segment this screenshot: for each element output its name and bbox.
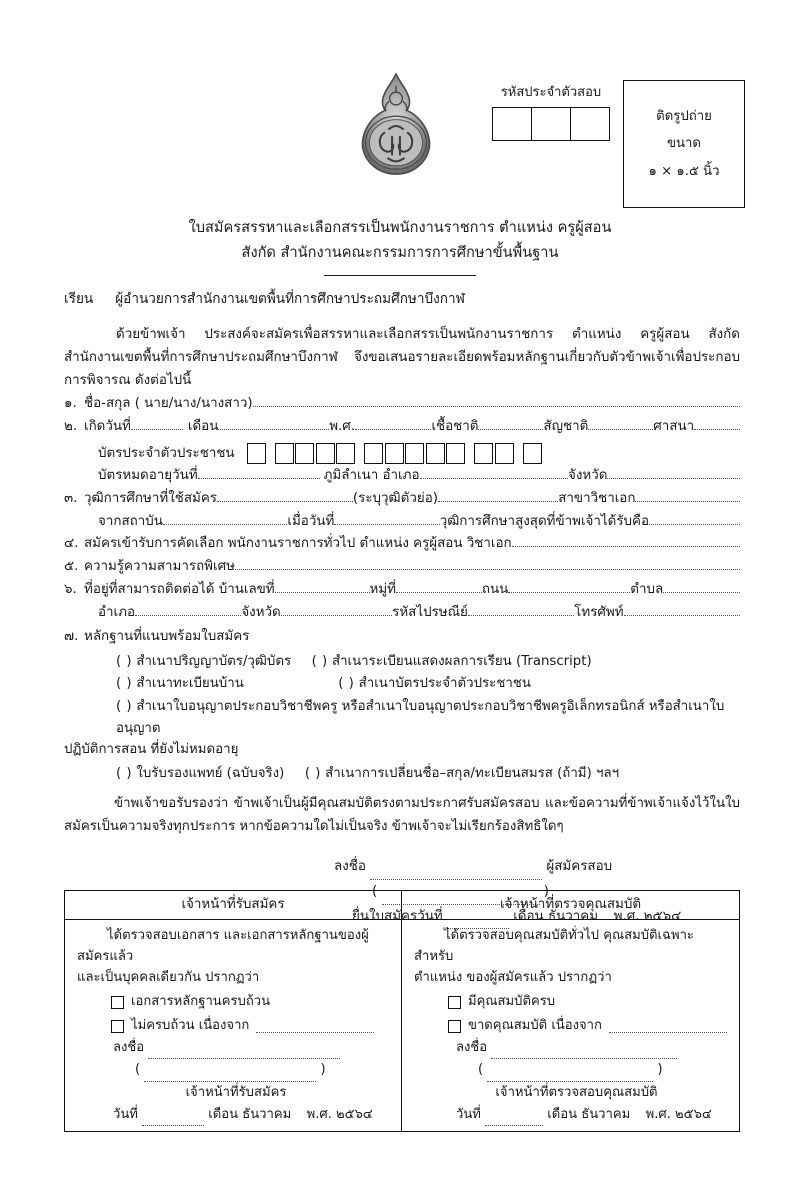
attachment-label-namechange: สำเนาการเปลี่ยนชื่อ–สกุล/ทะเบียนสมรส (ถ้ามี) ฯลฯ: [325, 765, 620, 781]
registrar-checkbox-incomplete-row[interactable]: [77, 1016, 389, 1037]
qualification-unqualified-reason-input[interactable]: [609, 1021, 727, 1033]
qualification-header: เจ้าหน้าที่ตรวจคุณสมบัติ: [402, 891, 739, 920]
photo-box-line2: ขนาด: [667, 136, 701, 152]
input-postcode[interactable]: [468, 603, 574, 615]
form-header: [0, 72, 800, 222]
salutation-label: เรียน: [64, 290, 94, 307]
submit-month-label: เดือน ธันวาคม: [513, 908, 599, 924]
input-district[interactable]: [135, 603, 241, 615]
photo-box-line3: ๑ × ๑.๕ นิ้ว: [648, 163, 720, 179]
attachment-label-license: สำเนาใบอนุญาตประกอบวิชาชีพครู หรือสำเนาใบอนุญาตประกอบวิชาชีพครูอิเล็กทรอนิกส์ หรือสำเนาใบอนุญาต: [116, 699, 725, 736]
input-province[interactable]: [281, 603, 392, 615]
national-id-digit[interactable]: [385, 443, 404, 464]
national-id-group-4[interactable]: [474, 443, 514, 464]
label-position-applied: สมัครเข้ารับการคัดเลือก พนักงานราชการทั่วไป ตำแหน่ง ครูผู้สอน วิชาเอก: [84, 536, 512, 552]
qualification-checkbox-qualified[interactable]: [448, 996, 461, 1009]
salutation-row: [64, 290, 740, 310]
input-graduation-date[interactable]: [334, 512, 439, 524]
qualification-role: เจ้าหน้าที่ตรวจสอบคุณสมบัติ: [495, 1084, 658, 1100]
registrar-name-row: [113, 1059, 389, 1081]
qualification-signature-input[interactable]: [491, 1047, 677, 1059]
input-ethnicity[interactable]: [478, 418, 543, 430]
signature-role: ผู้สมัครสอบ: [546, 859, 613, 874]
national-id-boxes[interactable]: [247, 443, 542, 464]
registrar-header: เจ้าหน้าที่รับสมัคร: [65, 891, 401, 920]
official-column-registrar: [65, 891, 402, 1131]
national-id-digit[interactable]: [275, 443, 294, 464]
input-domicile-province[interactable]: [607, 467, 740, 479]
declaration-paragraph: [64, 793, 740, 839]
input-position-subject[interactable]: [512, 535, 740, 547]
registrar-checkbox-incomplete[interactable]: [111, 1020, 124, 1033]
input-birthday[interactable]: [131, 418, 183, 430]
qualification-lead-2: ตำแหน่ง ของผู้สมัครแล้ว ปรากฏว่า: [414, 970, 612, 986]
registrar-lead-2: และเป็นบุคคลเดียวกัน ปรากฏว่า: [77, 970, 260, 986]
national-id-group-5[interactable]: [523, 443, 542, 464]
label-special-skills: ความรู้ความสามารถพิเศษ: [84, 559, 235, 575]
attachment-checkbox-namechange[interactable]: ( ): [304, 765, 321, 781]
field-row-address: [64, 580, 740, 601]
exam-code-boxes[interactable]: [492, 107, 610, 141]
registrar-checkbox-complete-label: เอกสารหลักฐานครบถ้วน: [131, 994, 271, 1010]
item-number-3: ๓.: [64, 490, 78, 506]
item-number-4: ๔.: [64, 536, 79, 552]
item-number-7: ๗.: [64, 629, 79, 645]
qualification-date-row: [456, 1104, 727, 1126]
signature-label: ลงชื่อ: [334, 859, 366, 874]
attachment-row: [64, 651, 740, 673]
registrar-date-label: วันที่: [113, 1106, 138, 1122]
label-domicile-district: ภูมิลำเนา อำเภอ: [323, 467, 420, 483]
input-fullname[interactable]: [253, 395, 740, 407]
registrar-paren-open: (: [135, 1062, 141, 1078]
exam-code-cell[interactable]: [532, 108, 571, 140]
exam-code-label: รหัสประจำตัวสอบ: [500, 85, 602, 100]
attachment-label-idcard: สำเนาบัตรประจำตัวประชาชน: [358, 675, 531, 691]
registrar-checkbox-complete-row[interactable]: [77, 992, 389, 1013]
attachment-checklist: [64, 651, 740, 784]
page-title-line-2: สังกัด สำนักงานคณะกรรมการการศึกษาขั้นพื้นฐาน: [241, 243, 559, 261]
qualification-checkbox-unqualified-row[interactable]: [414, 1016, 727, 1037]
attachment-checkbox-medical[interactable]: ( ): [116, 765, 133, 781]
field-row-id-expiry: [64, 466, 740, 487]
item-number-2: ๒.: [64, 419, 78, 435]
registrar-checkbox-complete[interactable]: [111, 996, 124, 1009]
label-birthmonth: เดือน: [187, 419, 219, 435]
qualification-name-input[interactable]: [487, 1070, 653, 1082]
input-house-no[interactable]: [275, 580, 370, 592]
qualification-signature-row: [456, 1037, 727, 1059]
registrar-year-label: พ.ศ. ๒๕๖๔: [306, 1106, 373, 1122]
registrar-date-row: [113, 1104, 389, 1126]
national-id-digit[interactable]: [247, 443, 266, 464]
label-degree-abbrev: (ระบุวุฒิตัวย่อ): [352, 490, 438, 506]
registrar-checkbox-incomplete-label: ไม่ครบถ้วน เนื่องจาก: [131, 1018, 250, 1034]
attachment-row: [64, 763, 740, 785]
attachment-label-housereg: สำเนาทะเบียนบ้าน: [136, 675, 244, 691]
exam-code-cell[interactable]: [571, 108, 609, 140]
national-id-digit[interactable]: [316, 443, 335, 464]
label-ethnicity: เชื้อชาติ: [431, 419, 479, 435]
field-row-address-2: [64, 603, 740, 624]
attachment-checkbox-license[interactable]: ( ): [116, 699, 133, 715]
official-column-qualification: [402, 891, 739, 1131]
national-id-digit[interactable]: [446, 443, 465, 464]
qualification-date-input[interactable]: [485, 1114, 543, 1126]
registrar-signature-input[interactable]: [148, 1047, 340, 1059]
submit-year-label: พ.ศ. ๒๕๖๔: [613, 908, 682, 924]
label-nationality: สัญชาติ: [543, 419, 589, 435]
registrar-signature-block: [77, 1037, 389, 1126]
attachment-checkbox-degree[interactable]: ( ): [116, 654, 133, 670]
registrar-role: เจ้าหน้าที่รับสมัคร: [185, 1084, 287, 1100]
label-religion: ศาสนา: [653, 419, 695, 435]
national-id-digit[interactable]: [523, 443, 542, 464]
input-subdistrict[interactable]: [663, 580, 740, 592]
label-road: ถนน: [481, 581, 509, 597]
attachment-label-transcript: สำเนาระเบียนแสดงผลการเรียน (Transcript): [331, 654, 592, 670]
qualification-checkbox-unqualified-label: ขาดคุณสมบัติ เนื่องจาก: [468, 1018, 602, 1034]
label-graduation-date: เมื่อวันที่: [287, 513, 335, 529]
label-national-id: บัตรประจำตัวประชาชน: [98, 445, 235, 461]
attachment-label-license-cont: ปฏิบัติการสอน ที่ยังไม่หมดอายุ: [64, 742, 239, 758]
official-use-table: [64, 890, 740, 1132]
field-row-institution: [64, 512, 740, 533]
attachment-row-license-cont: [64, 739, 740, 761]
declaration-text: ข้าพเจ้าขอรับรองว่า ข้าพเจ้าเป็นผู้มีคุณสมบัติตรงตามประกาศรับสมัครสอบ และข้อความที่ข้าพเจ้าแจ้งไว้ในใบสมัครเป็นความจริงทุกประการ หากข้อความใดไม่เป็นจริง ข้าพเจ้าจะไม่เรียกร้องสิทธิใดๆ: [64, 796, 740, 835]
photo-box-line1: ติดรูปถ่าย: [656, 109, 712, 125]
registrar-signature-row: [113, 1037, 389, 1059]
intro-text: ด้วยข้าพเจ้า ประสงค์จะสมัครเพื่อสรรหาและเลือกสรรเป็นพนักงานราชการ ตำแหน่ง ครูผู้สอน สังกัด สำนักงานเขตพื้นที่การศึกษาประถมศึกษาบึงกาฬ จึงขอเสนอรายละเอียดพร้อมหลักฐานเกี่ยวกับตัวข้าพเจ้าเพื่อประกอบการพิจารณ ดังต่อไปนี้: [64, 327, 740, 389]
registrar-paren-close: ): [320, 1062, 326, 1078]
label-province: จังหวัด: [241, 604, 281, 620]
input-highest-degree[interactable]: [649, 512, 740, 524]
label-highest-degree: วุฒิการศึกษาสูงสุดที่ข้าพเจ้าได้รับคือ: [439, 513, 650, 529]
national-id-digit[interactable]: [426, 443, 445, 464]
input-religion[interactable]: [694, 418, 740, 430]
title-divider: [324, 275, 476, 276]
registrar-name-input[interactable]: [144, 1070, 316, 1082]
label-domicile-province: จังหวัด: [567, 467, 608, 483]
qualification-checkbox-qualified-label: มีคุณสมบัติครบ: [468, 994, 556, 1010]
label-degree-applied: วุฒิการศึกษาที่ใช้สมัคร: [84, 490, 217, 506]
field-row-attachments: [64, 627, 740, 648]
field-row-birth: [64, 417, 740, 438]
national-id-group-3[interactable]: [364, 443, 465, 464]
label-id-expiry: บัตรหมดอายุวันที่: [98, 467, 198, 483]
signature-input[interactable]: [370, 867, 542, 879]
registrar-month-label: เดือน ธันวาคม: [208, 1106, 292, 1122]
national-id-digit[interactable]: [474, 443, 493, 464]
input-institution[interactable]: [163, 512, 287, 524]
signature-paren-open: (: [372, 883, 378, 899]
registrar-date-input[interactable]: [142, 1114, 204, 1126]
qualification-checkbox-unqualified[interactable]: [448, 1020, 461, 1033]
intro-paragraph: [64, 323, 740, 392]
field-row-education: [64, 489, 740, 510]
input-degree-applied[interactable]: [217, 489, 353, 501]
label-birthyear: พ.ศ.: [329, 419, 356, 435]
label-address-house-no: ที่อยู่ที่สามารถติดต่อได้ บ้านเลขที่: [84, 581, 275, 597]
photo-attach-box[interactable]: [623, 80, 745, 208]
exam-code-cell[interactable]: [493, 108, 532, 140]
input-nationality[interactable]: [588, 418, 653, 430]
attachment-label-degree: สำเนาปริญญาบัตร/วุฒิบัตร: [136, 654, 292, 670]
exam-code-section: [492, 84, 610, 141]
input-road[interactable]: [508, 580, 630, 592]
item-number-5: ๕.: [64, 559, 79, 575]
signature-row: [334, 855, 740, 880]
qualification-lead-1: ได้ตรวจสอบคุณสมบัติทั่วไป คุณสมบัติเฉพาะสำหรับ: [414, 928, 694, 965]
input-id-expiry[interactable]: [198, 467, 320, 479]
attachment-checkbox-transcript[interactable]: ( ): [311, 654, 328, 670]
attachment-checkbox-idcard[interactable]: ( ): [338, 675, 355, 691]
label-postcode: รหัสไปรษณีย์: [392, 604, 468, 620]
national-id-digit[interactable]: [364, 443, 383, 464]
attachment-row-license: [64, 696, 740, 739]
qualification-date-label: วันที่: [456, 1106, 481, 1122]
signature-paren-close: ): [543, 883, 549, 899]
registrar-signature-label: ลงชื่อ: [113, 1040, 145, 1056]
qualification-name-row: [456, 1059, 727, 1081]
label-district: อำเภอ: [98, 604, 136, 620]
page-title-line-1: ใบสมัครสรรหาและเลือกสรรเป็นพนักงานราชการ ตำแหน่ง ครูผู้สอน: [188, 219, 612, 236]
form-content: [0, 290, 800, 930]
attachment-label-medical: ใบรับรองแพทย์ (ฉบับจริง): [136, 765, 285, 781]
item-number-6: ๖.: [64, 581, 77, 597]
field-row-special-skills: [64, 557, 740, 578]
national-id-digit[interactable]: [405, 443, 424, 464]
attachment-row: [64, 673, 740, 695]
salutation-value: ผู้อำนวยการสำนักงานเขตพื้นที่การศึกษาประถมศึกษาบึงกาฬ: [115, 290, 465, 307]
input-domicile-district[interactable]: [420, 467, 568, 479]
label-birthdate: เกิดวันที่: [84, 419, 131, 435]
national-id-group-2[interactable]: [275, 443, 356, 464]
label-fullname: ชื่อ-สกุล ( นาย/นาง/นางสาว): [84, 396, 253, 412]
input-degree-abbrev[interactable]: [438, 489, 558, 501]
input-special-skills[interactable]: [235, 558, 740, 570]
label-phone: โทรศัพท์: [574, 604, 624, 620]
form-title: [0, 216, 800, 276]
input-moo[interactable]: [396, 580, 482, 592]
application-form-page: [0, 72, 800, 1203]
label-institution: จากสถาบัน: [98, 513, 163, 529]
qualification-paren-open: (: [478, 1062, 484, 1078]
qualification-signature-block: [414, 1037, 727, 1126]
qualification-year-label: พ.ศ. ๒๕๖๔: [645, 1106, 712, 1122]
national-id-digit[interactable]: [336, 443, 355, 464]
input-birthmonth[interactable]: [218, 418, 329, 430]
qualification-checkbox-qualified-row[interactable]: [414, 992, 727, 1013]
field-row-name: [64, 394, 740, 415]
input-phone[interactable]: [624, 603, 740, 615]
label-subdistrict: ตำบล: [630, 581, 664, 597]
label-attachments: หลักฐานที่แนบพร้อมใบสมัคร: [84, 629, 250, 645]
qualification-paren-close: ): [657, 1062, 663, 1078]
item-number-1: ๑.: [64, 396, 77, 412]
registrar-lead-1: ได้ตรวจสอบเอกสาร และเอกสารหลักฐานของผู้สมัครแล้ว: [77, 928, 369, 965]
national-id-digit[interactable]: [495, 443, 514, 464]
national-id-digit[interactable]: [295, 443, 314, 464]
submit-date-label: ยื่นใบสมัครวันที่: [352, 908, 443, 924]
label-moo: หมู่ที่: [369, 581, 396, 597]
attachment-checkbox-housereg[interactable]: ( ): [116, 675, 133, 691]
input-birthyear[interactable]: [355, 418, 431, 430]
qualification-month-label: เดือน ธันวาคม: [547, 1106, 631, 1122]
ministry-of-education-emblem-icon: [348, 72, 444, 180]
national-id-group-1[interactable]: [247, 443, 266, 464]
qualification-signature-label: ลงชื่อ: [456, 1040, 488, 1056]
registrar-incomplete-reason-input[interactable]: [256, 1021, 374, 1033]
national-id-row: [64, 443, 740, 464]
field-row-position: [64, 534, 740, 555]
input-major[interactable]: [635, 489, 740, 501]
label-major: สาขาวิชาเอก: [558, 490, 636, 506]
